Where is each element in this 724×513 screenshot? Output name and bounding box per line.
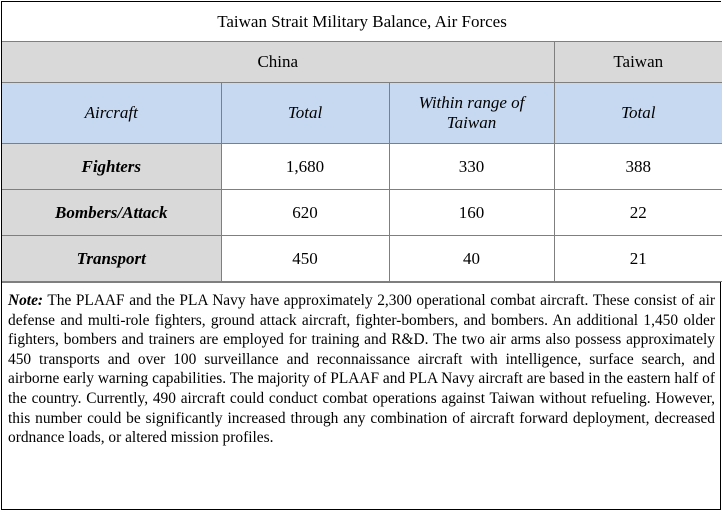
china-within-range-column-header: [389, 83, 554, 144]
china-total-column-header: Total: [221, 83, 389, 144]
cell-china-within-range: 330: [389, 144, 554, 190]
cell-china-within-range: 160: [389, 190, 554, 236]
cell-taiwan-total: 388: [554, 144, 722, 190]
cell-china-within-range: 40: [389, 236, 554, 282]
air-forces-balance-table: [2, 2, 722, 282]
country-header-row: [2, 42, 722, 83]
table-row: [2, 190, 722, 236]
column-header-row: [2, 83, 722, 144]
row-label-bombers-attack: Bombers/Attack: [2, 190, 221, 236]
cell-china-total: 1,680: [221, 144, 389, 190]
china-group-header: China: [2, 42, 554, 83]
table-note: [2, 282, 720, 448]
within-range-header-text: Within range of Taiwan: [418, 93, 525, 132]
note-text: The PLAAF and the PLA Navy have approximately 2,300 operational combat aircraft. These consist of air defense and multi-role fighters, ground attack aircraft, fighter-bombers, and bombers. An additional 1,450 older fighters, bombers and trainers are employed for training and R&D. The two air arms also possess approximately 450 transports and over 100 surveillance and reconnaissance aircraft with intelligence, surface search, and airborne early warning capabilities. The majority of PLAAF and PLA Navy aircraft are based in the eastern half of the country. Currently, 490 aircraft could conduct combat operations against Taiwan without refueling. However, this number could be significantly increased through any combination of aircraft forward deployment, decreased ordnance loads, or altered mission profiles.: [8, 292, 715, 447]
table-row: [2, 144, 722, 190]
taiwan-group-header: Taiwan: [554, 42, 722, 83]
cell-china-total: 620: [221, 190, 389, 236]
cell-taiwan-total: 21: [554, 236, 722, 282]
cell-china-total: 450: [221, 236, 389, 282]
table-row: [2, 236, 722, 282]
row-label-fighters: Fighters: [2, 144, 221, 190]
title-row: [2, 2, 722, 42]
row-label-transport: Transport: [2, 236, 221, 282]
cell-taiwan-total: 22: [554, 190, 722, 236]
taiwan-total-column-header: Total: [554, 83, 722, 144]
table-frame: [1, 1, 721, 510]
table-title: Taiwan Strait Military Balance, Air Forces: [2, 2, 722, 42]
note-label: Note:: [8, 292, 44, 309]
aircraft-column-header: Aircraft: [2, 83, 221, 144]
